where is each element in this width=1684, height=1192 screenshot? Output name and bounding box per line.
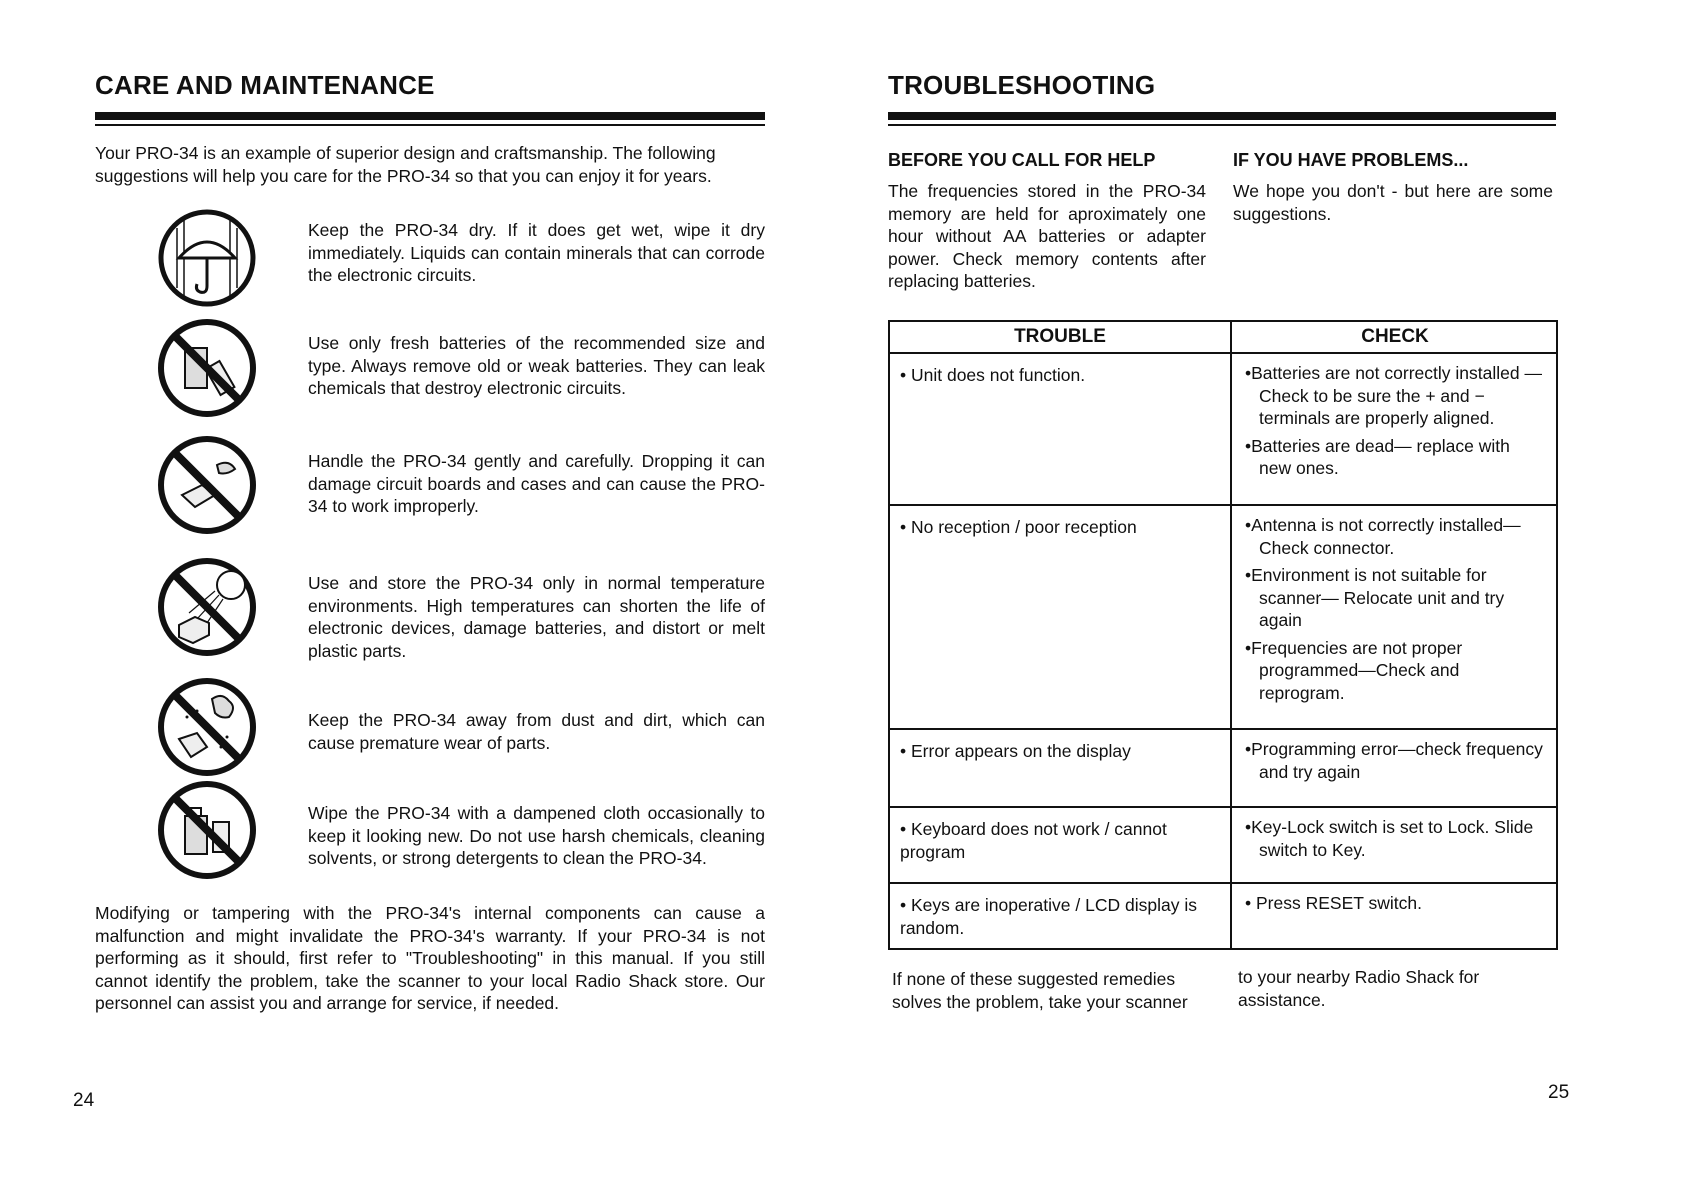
- check-cell: [1245, 892, 1545, 920]
- trouble-cell: • Keys are inoperative / LCD display is random.: [900, 895, 1197, 938]
- if-you-have-problems-text: We hope you don't - but here are some suggestions.: [1233, 181, 1553, 224]
- intro-paragraph: Your PRO-34 is an example of superior design and craftsmanship. The following suggestions will help you care for the PRO-34 so that you can enjoy it for years.: [95, 143, 716, 186]
- header-divider: [890, 352, 1556, 354]
- check-column-header: CHECK: [1361, 326, 1429, 347]
- heading-rule: [95, 112, 765, 120]
- closing-paragraph: Modifying or tampering with the PRO-34's internal components can cause a malfunction and might invalidate the PRO-34's warranty. If your PRO-34 is not performing as it should, first refer to "Troubleshooting" in this manual. If you still cannot identify the problem, take the scanner to your local Radio Shack store. Our personnel can assist you and arrange for service, if needed.: [95, 903, 765, 1013]
- no-dust-icon: [157, 677, 257, 777]
- heading-rule-thin: [95, 124, 765, 126]
- troubleshooting-table: [888, 320, 1558, 950]
- check-item: •Batteries are dead— replace with new ones.: [1245, 435, 1510, 478]
- tip-text: Wipe the PRO-34 with a dampened cloth occasionally to keep it looking new. Do not use harsh chemicals, cleaning solvents, or strong detergents to clean the PRO-34.: [308, 803, 765, 868]
- no-old-batteries-icon: [157, 318, 257, 418]
- check-cell: [1245, 738, 1545, 788]
- tip-text: Use only fresh batteries of the recommended size and type. Always remove old or weak batteries. They can leak chemicals that destroy electronic circuits.: [308, 333, 765, 398]
- trouble-cell: • Keyboard does not work / cannot program: [900, 819, 1167, 862]
- tip-text: Handle the PRO-34 gently and carefully. Dropping it can damage circuit boards and cases and can cause the PRO-34 to work improperly.: [308, 451, 765, 516]
- check-cell: [1245, 816, 1545, 866]
- trouble-cell: • Error appears on the display: [900, 741, 1131, 761]
- row-divider: [890, 504, 1556, 506]
- check-item: •Programming error—check frequency and try again: [1245, 739, 1543, 782]
- heading-rule: [888, 112, 1556, 120]
- check-item: •Key-Lock switch is set to Lock. Slide switch to Key.: [1245, 817, 1534, 860]
- care-and-maintenance-page: [95, 70, 765, 1013]
- before-you-call-text: The frequencies stored in the PRO-34 memory are held for aproximately one hour without AA batteries or adapter power. Check memory contents after replacing batteries.: [888, 181, 1206, 291]
- check-item: • Press RESET switch.: [1245, 893, 1422, 913]
- check-cell: [1245, 514, 1545, 709]
- trouble-cell: • No reception / poor reception: [900, 517, 1137, 537]
- no-chemicals-icon: [157, 780, 257, 880]
- heading-rule-thin: [888, 124, 1556, 126]
- check-item: •Antenna is not correctly installed— Check connector.: [1245, 515, 1521, 558]
- check-cell: [1245, 362, 1545, 485]
- column-divider: [1230, 322, 1232, 948]
- trouble-cell: • Unit does not function.: [900, 365, 1086, 385]
- check-item: •Environment is not suitable for scanner— Relocate unit and try again: [1245, 565, 1505, 630]
- row-divider: [890, 882, 1556, 884]
- row-divider: [890, 806, 1556, 808]
- footer-text-left: If none of these suggested remedies solves the problem, take your scanner: [892, 969, 1188, 1012]
- if-you-have-problems-heading: IF YOU HAVE PROBLEMS...: [1233, 150, 1469, 170]
- tip-text: Keep the PRO-34 dry. If it does get wet, wipe it dry immediately. Liquids can contain minerals that can corrode the electronic circuits.: [308, 220, 765, 285]
- page-title: CARE AND MAINTENANCE: [95, 70, 435, 100]
- footer-text-right: to your nearby Radio Shack for assistance.: [1238, 967, 1480, 1010]
- troubleshooting-page: [888, 70, 1556, 1012]
- page-number-right: 25: [1548, 1082, 1570, 1103]
- check-item: •Batteries are not correctly installed — Check to be sure the + and − terminals are properly aligned.: [1245, 363, 1542, 428]
- page-number-left: 24: [73, 1090, 95, 1111]
- umbrella-icon: [157, 208, 257, 308]
- check-item: •Frequencies are not proper programmed—Check and reprogram.: [1245, 637, 1463, 703]
- no-dropping-icon: [157, 435, 257, 535]
- tip-text: Use and store the PRO-34 only in normal temperature environments. High temperatures can shorten the life of electronic devices, damage batteries, and distort or melt plastic parts.: [308, 573, 765, 661]
- no-heat-icon: [157, 557, 257, 657]
- row-divider: [890, 728, 1556, 730]
- page-title: TROUBLESHOOTING: [888, 70, 1156, 100]
- before-you-call-heading: BEFORE YOU CALL FOR HELP: [888, 150, 1156, 170]
- trouble-column-header: TROUBLE: [1014, 326, 1106, 347]
- tip-text: Keep the PRO-34 away from dust and dirt, which can cause premature wear of parts.: [308, 710, 765, 753]
